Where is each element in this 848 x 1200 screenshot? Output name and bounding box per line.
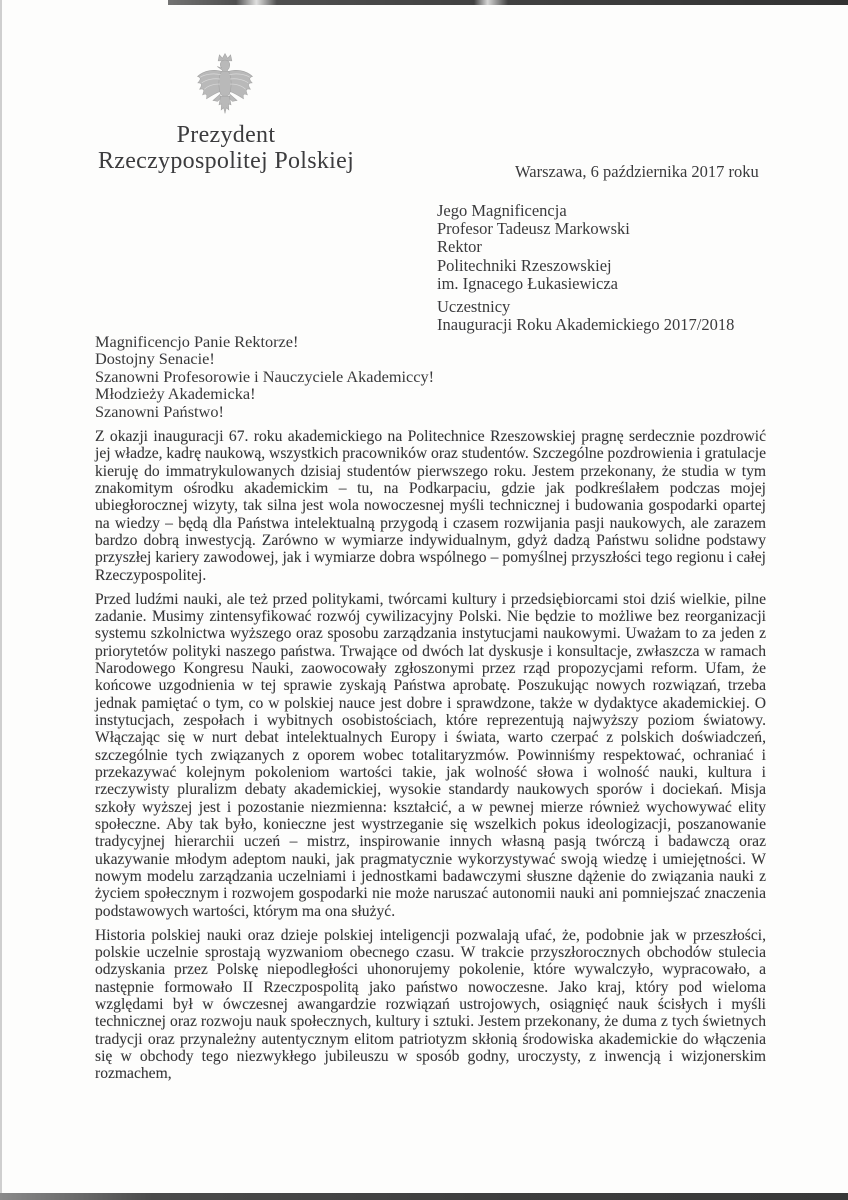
scan-artifact-bottom-bar [0,1193,848,1200]
scan-artifact-top-bar [168,0,848,5]
salutation-line: Młodzieży Akademicka! [95,384,256,404]
date-line: Warszawa, 6 października 2017 roku [515,162,759,181]
recipient-line: Uczestnicy [437,297,511,317]
recipient-line: Inauguracji Roku Akademickiego 2017/2018 [437,315,735,335]
body-paragraph: Z okazji inauguracji 67. roku akademickiego na Politechnice Rzeszowskiej pragnę serdecznie pozdrowić jej władze, kadrę naukową, wszystkich pracowników oraz studentów. Szczególne pozdrowienia i gratulacje kieruję do immatrykulowanych dzisiaj studentów pierwszego roku. Jestem przekonany, że studia w tym znakomitym ośrodku akademickim – tu, na Podkarpaciu, gdzie jak podkreślałem podczas mojej ubiegłorocznej wizyty, tak silna jest wola nowoczesnej myśli technicznej i budowania gospodarki opartej na wiedzy – będą dla Państwa intelektualną przygodą i czasem rozwijania pasji naukowych, ale zarazem bardzo dobrą inwestycją. Zarówno w wymiarze indywidualnym, gdyż dadzą Państwu solidne podstawy przyszłej kariery zawodowej, jak i wymiarze dobra wspólnego – pomyślnej przyszłości tego regionu i całej Rzeczypospolitej. [95,428,767,584]
polish-eagle-emblem-icon [194,50,256,120]
recipient-block [437,202,734,334]
recipient-line: Profesor Tadeusz Markowski [437,219,630,239]
sender-title-line2: Rzeczypospolitej Polskiej [97,148,355,174]
recipient-line: Jego Magnificencja [437,201,567,220]
salutation-line: Magnificencjo Panie Rektorze! [95,332,299,351]
recipient-line: Politechniki Rzeszowskiej [437,255,612,275]
body-paragraph: Historia polskiej nauki oraz dzieje polskiej inteligencji pozwalają ufać, że, podobnie jak w przeszłości, polskie uczelnie sprostają wyzwaniom obecnego czasu. W trakcie przyszłorocznych obchodów stulecia odzyskania przez Polskę niepodległości uhonorujemy pokolenie, które wywalczyło, wypracowało, a następnie formowało II Rzeczpospolitą jako państwo nowoczesne. Jako kraj, który pod wieloma względami był w ówczesnej awangardzie rozwiązań ustrojowych, osiągnięć nauk ścisłych i myśli technicznej oraz rozwoju nauk społecznych, kultury i sztuki. Jestem przekonany, że duma z tych świetnych tradycji oraz przynależny autentycznym elitom patriotyzm skłonią środowiska akademickie do włączenia się w obchody tego niezwykłego jubileuszu w sposób godny, uroczysty, z inwencją i wizjonerskim rozmachem, [95,926,766,1083]
salutation-block [95,333,434,420]
scan-artifact-left-edge [0,0,2,1200]
sender-title-line1: Prezydent [176,122,276,148]
recipient-line: im. Ignacego Łukasiewicza [437,273,618,293]
salutation-line: Szanowni Profesorowie i Nauczyciele Akademiccy! [95,366,435,386]
salutation-line: Dostojny Senacie! [95,349,215,369]
letter-body [95,428,766,1089]
recipient-line: Rektor [437,237,482,257]
salutation-line: Szanowni Państwo! [95,401,224,421]
sender-letterhead [85,122,367,174]
body-paragraph: Przed ludźmi nauki, ale też przed politykami, twórcami kultury i przedsiębiorcami stoi dziś wielkie, pilne zadanie. Musimy zintensyfikować rozwój cywilizacyjny Polski. Nie będzie to możliwe bez reorganizacji systemu szkolnictwa wyższego oraz sposobu zarządzania instytucjami naukowymi. Uważam to za jeden z priorytetów polityki naszego państwa. Trwające od dwóch lat dyskusje i konsultacje, zwłaszcza w ramach Narodowego Kongresu Nauki, zaowocowały zgłoszonymi przez rząd propozycjami reform. Ufam, że końcowe uzgodnienia w tej sprawie zyskają Państwa aprobatę. Poszukując nowych rozwiązań, trzeba jednak pamiętać o tym, co w polskiej nauce jest dobre i sprawdzone, także w dydaktyce akademickiej. O instytucjach, zespołach i wybitnych osobistościach, które reprezentują najwyższy poziom światowy. Włączając się w nurt debat intelektualnych Europy i świata, warto czerpać z polskich doświadczeń, szczególnie tych związanych z oporem wobec totalitaryzmów. Powinniśmy respektować, ochraniać i przekazywać kolejnym pokoleniom wartości takie, jak wolność słowa i wolność nauki, kultura i rzeczywisty pluralizm debaty akademickiej, wysokie standardy naukowych sporów i dociekań. Misja szkoły wyższej jest i pozostanie niezmienna: kształcić, a w pewnej mierze również wychowywać elity społeczne. Aby tak było, konieczne jest wystrzeganie się wszelkich pokus ideologizacji, poszanowanie tradycyjnej hierarchii uczeń – mistrz, inspirowanie innych własną pasją twórczą i badawczą oraz ukazywanie młodym adeptom nauki, jak pragmatycznie wykorzystywać swoją wiedzę i umiejętności. W nowym modelu zarządzania uczelniami i jednostkami badawczymi słuszne dążenie do związania nauki z życiem społecznym i rozwojem gospodarki nie może naruszać autonomii nauki ani pomniejszać znaczenia podstawowych wartości, którym ma ona służyć. [95,590,766,920]
